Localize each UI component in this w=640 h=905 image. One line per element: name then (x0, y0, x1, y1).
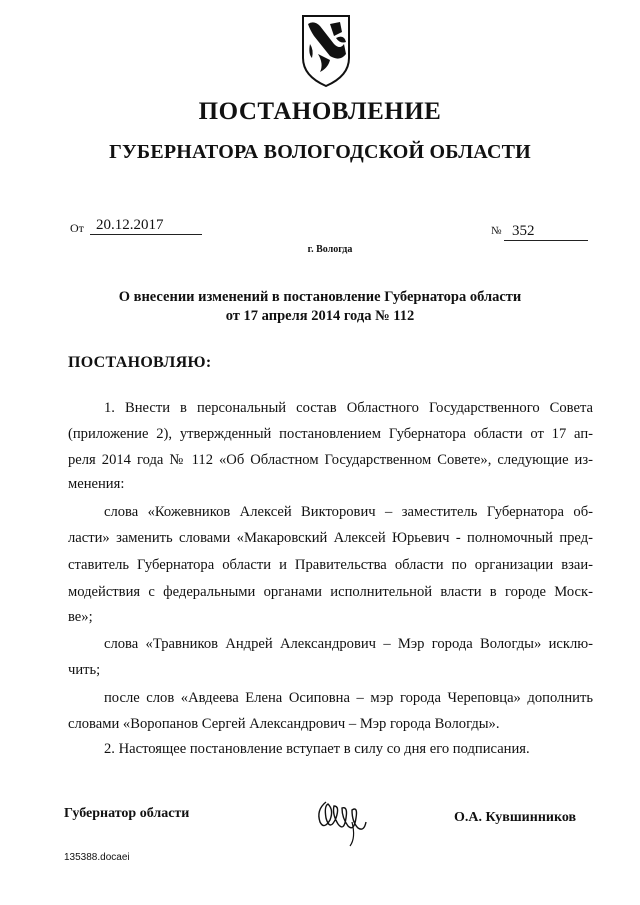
body-line: 2. Настоящее постановление вступает в силу со дня его подписания. (104, 741, 530, 757)
body-line: слова «Травников Андрей Александрович – Мэр города Вологды» исклю- (104, 636, 593, 652)
body-line: менения: (68, 476, 125, 492)
handwritten-signature (312, 788, 372, 848)
coat-of-arms-emblem (300, 14, 352, 88)
city-name: г. Вологда (307, 244, 353, 255)
subject-line-1: О внесении изменений в постановление Губернатора области (118, 289, 522, 305)
body-line: ласти» заменить словами «Макаровский Алексей Юрьевич - полномочный пред- (68, 530, 593, 546)
document-subtitle: ГУБЕРНАТОРА ВОЛОГОДСКОЙ ОБЛАСТИ (109, 141, 531, 163)
body-line: реля 2014 года № 112 «Об Областном Государственном Совете», следующие из- (68, 452, 593, 468)
subject-line-2: от 17 апреля 2014 года № 112 (225, 308, 415, 324)
body-line: чить; (68, 662, 101, 678)
body-line: ставитель Губернатора области и Правительства области по организации взаи- (68, 557, 593, 573)
document-file-id: 135388.docaei (64, 852, 130, 863)
body-line: (приложение 2), утвержденный постановлением Губернатора области от 17 ап- (68, 426, 593, 442)
signatory-name: О.А. Кувшинников (454, 810, 577, 825)
body-line: модействия с федеральными органами исполнительной власти в городе Моск- (68, 584, 593, 600)
signatory-position: Губернатор области (64, 806, 190, 821)
document-title: ПОСТАНОВЛЕНИЕ (198, 98, 442, 125)
number-prefix: № (491, 225, 502, 237)
body-line: ве»; (68, 609, 93, 625)
body-line: словами «Воропанов Сергей Александрович – Мэр города Вологды». (68, 716, 500, 732)
decree-word: ПОСТАНОВЛЯЮ: (68, 354, 212, 371)
body-line: после слов «Авдеева Елена Осиповна – мэр города Череповца» дополнить (104, 690, 593, 706)
body-line: 1. Внести в персональный состав Областного Государственного Совета (104, 400, 593, 416)
document-number: 352 (504, 223, 588, 241)
document-date: 20.12.2017 (90, 217, 202, 235)
date-prefix: От (70, 221, 84, 235)
body-line: слова «Кожевников Алексей Викторович – заместитель Губернатора об- (104, 504, 593, 520)
